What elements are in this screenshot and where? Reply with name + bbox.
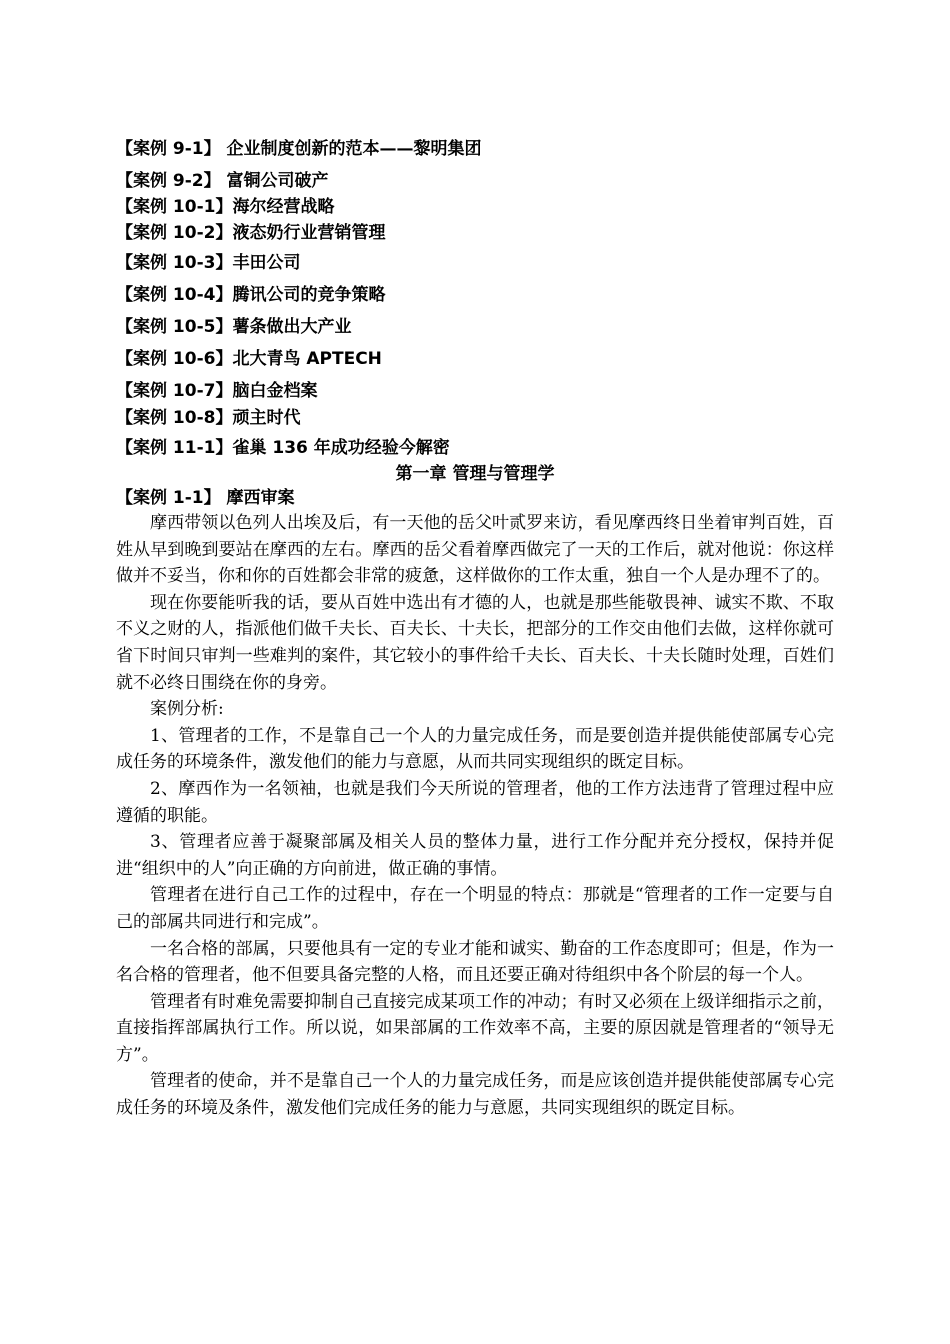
case-list-item: 【案例 11-1】雀巢 136 年成功经验今解密 [116, 438, 450, 458]
case-list-item: 【案例 10-4】腾讯公司的竞争策略 [116, 285, 386, 305]
paragraph: 管理者在进行自己工作的过程中，存在一个明显的特点：那就是“管理者的工作一定要与自己的部属共同进行和完成”。 [116, 885, 834, 932]
paragraph: 1、管理者的工作，不是靠自己一个人的力量完成任务，而是要创造并提供能使部属专心完成任务的环境条件，激发他们的能力与意愿，从而共同实现组织的既定目标。 [116, 725, 834, 773]
case-list-item: 【案例 10-1】海尔经营战略 [116, 197, 335, 217]
case-list-item: 【案例 10-2】液态奶行业营销管理 [116, 223, 386, 243]
case-list-item: 【案例 10-6】北大青鸟 APTECH [116, 349, 382, 369]
case-list-item: 【案例 9-2】 富铜公司破产 [116, 171, 329, 191]
paragraph: 2、摩西作为一名领袖，也就是我们今天所说的管理者，他的工作方法违背了管理过程中应遵循的职能。 [116, 778, 834, 826]
paragraph: 管理者有时难免需要抑制自己直接完成某项工作的冲动；有时又必须在上级详细指示之前，直接指挥部属执行工作。所以说，如果部属的工作效率不高，主要的原因就是管理者的“领导无方”。 [116, 991, 834, 1065]
case-list-item: 【案例 10-8】顽主时代 [116, 408, 301, 428]
case-list-item: 【案例 10-5】薯条做出大产业 [116, 317, 352, 337]
paragraph: 摩西带领以色列人出埃及后，有一天他的岳父叶贰罗来访，看见摩西终日坐着审判百姓，百姓从早到晚到要站在摩西的左右。摩西的岳父看着摩西做完了一天的工作后，就对他说：你这样做并不妥当，你和你的百姓都会非常的疲惫，这样做你的工作太重，独自一个人是办理不了的。 [116, 513, 834, 587]
case-list-item: 【案例 10-3】丰田公司 [116, 253, 301, 273]
paragraph: 案例分析: [150, 699, 224, 720]
paragraph: 3、管理者应善于凝聚部属及相关人员的整体力量，进行工作分配并充分授权，保持并促进“组织中的人”向正确的方向前进，做正确的事情。 [116, 832, 834, 879]
paragraph: 一名合格的部属，只要他具有一定的专业才能和诚实、勤奋的工作态度即可；但是，作为一名合格的管理者，他不但要具备完整的人格，而且还要正确对待组织中各个阶层的每一个人。 [116, 938, 834, 986]
case-list-item: 【案例 10-7】脑白金档案 [116, 381, 318, 401]
case-list-item: 【案例 9-1】 企业制度创新的范本——黎明集团 [116, 139, 482, 159]
paragraph: 管理者的使命，并不是靠自己一个人的力量完成任务，而是应该创造并提供能使部属专心完成任务的环境及条件，激发他们完成任务的能力与意愿，共同实现组织的既定目标。 [116, 1071, 834, 1119]
paragraph: 现在你要能听我的话，要从百姓中选出有才德的人，也就是那些能敬畏神、诚实不欺、不取不义之财的人，指派他们做千夫长、百夫长、十夫长，把部分的工作交由他们去做，这样你就可省下时间只审判一些难判的案件，其它较小的事件给千夫长、百夫长、十夫长随时处理，百姓们就不必终日围绕在你的身旁。 [116, 592, 834, 693]
chapter-title: 第一章 管理与管理学 [395, 464, 555, 484]
case-title: 【案例 1-1】 摩西审案 [116, 488, 295, 508]
body-text [116, 510, 834, 1122]
